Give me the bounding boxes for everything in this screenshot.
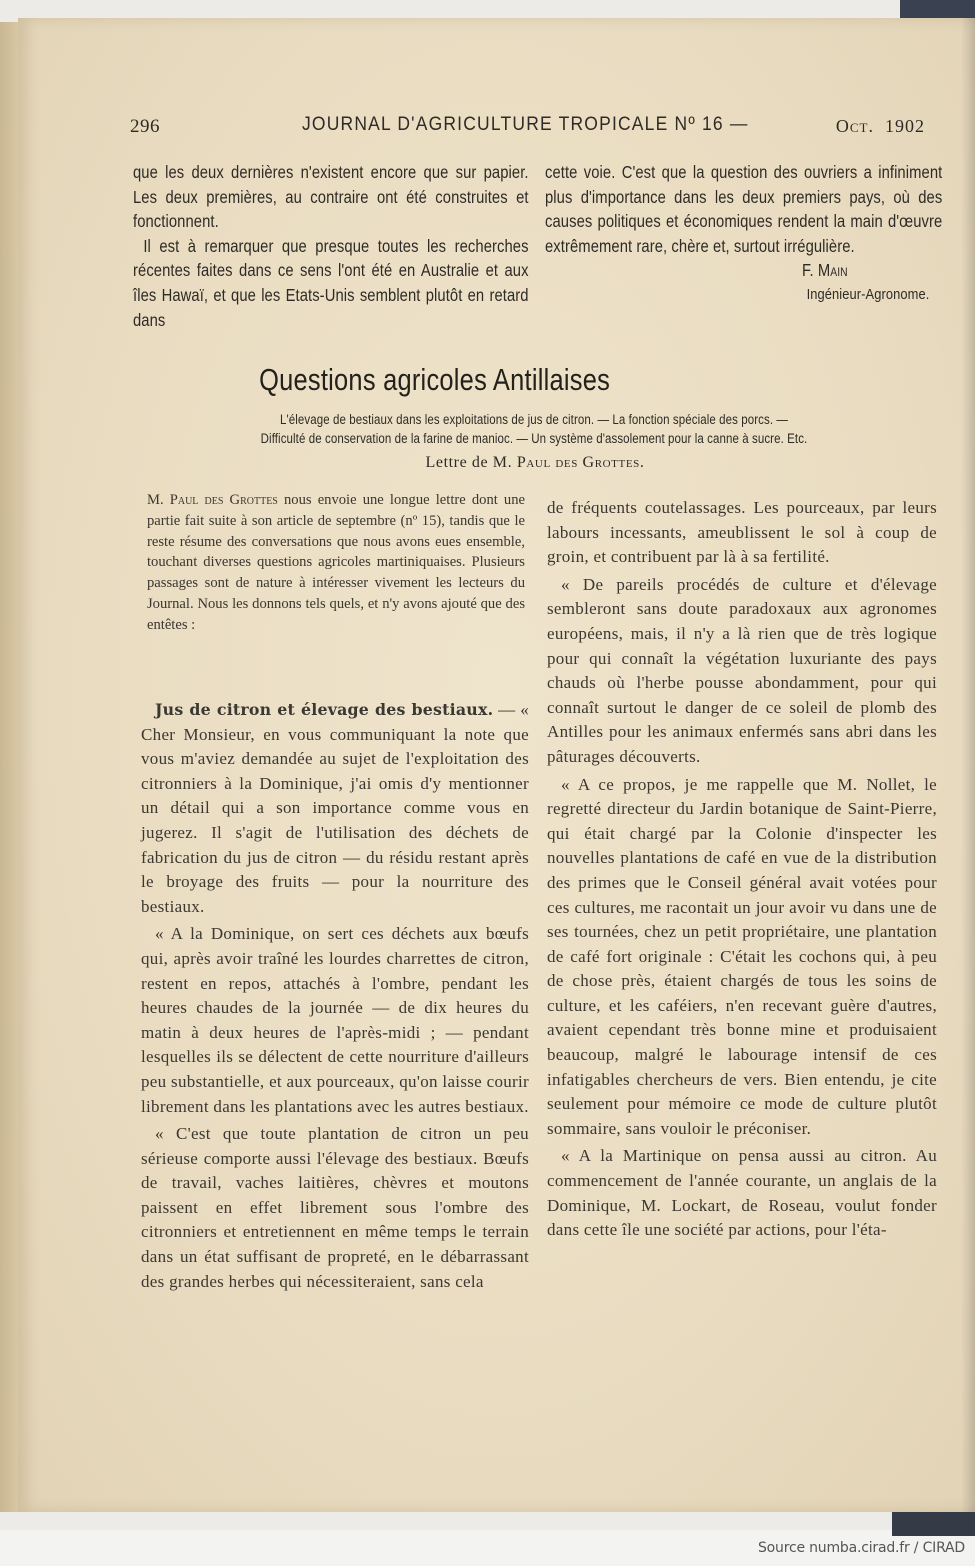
issue-number: Nº 16 (674, 114, 724, 135)
intro-author-name: M. Paul des Grottes (147, 492, 278, 508)
source-credit: Source numba.cirad.fr / CIRAD (757, 1540, 965, 1556)
summary-line: L'élevage de bestiaux dans les exploitations de jus de citron. — La fonction spéciale des porcs. — (279, 412, 789, 427)
previous-article-left-column (133, 160, 529, 332)
paragraph: « De pareils procédés de culture et d'élevage sembleront sans doute paradoxaux aux agronomes européens, mais, il n'y a là rien que de très logique pour qui connaît la végétation luxuriante des pays chauds où l'herbe pousse abondamment, pour qui connaît surtout le danger de ce soleil de plomb des Antilles pour les animaux enfermés sans abri dans les pâturages découverts. (547, 574, 937, 766)
paragraph: « A la Martinique on pensa aussi au citron. Au commencement de l'année courante, un anglais de la Dominique, M. Lockart, de Roseau, voulut fonder dans cette île une société par actions, pour l'éta- (547, 1146, 937, 1240)
letter-attribution (130, 454, 940, 472)
running-head (130, 112, 925, 142)
paragraph: « C'est que toute plantation de citron un peu sérieuse comporte aussi l'élevage des bestiaux. Bœufs de travail, vaches laitières, chèvres et moutons paissent en effet librement sous l'ombre des citronniers et entretiennent en même temps le terrain dans un état suffisant de propreté, en le débarrassant des grandes herbes qui nécessiteraient, sans cela (141, 1124, 529, 1291)
page-number: 296 (130, 116, 160, 137)
paragraph: « A ce propos, je me rappelle que M. Nollet, le regretté directeur du Jardin botanique de Saint-Pierre, qui était chargé par la Colonie d'inspecter les nouvelles plantations de café en vue de la distribution des primes que le Conseil général avait votées pour ces cultures, me racontait un jour avoir vu dans une de ses tournées, chez un petit propriétaire, une plantation de café fort originale : C'était les cochons qui, à peu de chose près, étaient chargés de tous les soins de culture, et les caféiers, n'en recevant guère d'autres, avaient cependant très bonne mine et produisaient beaucoup, malgré le labourage intensif de ces infatigables chercheurs de vers. Bien entendu, je cite seulement pour mémoire ce mode de culture plutôt sommaire, sans vouloir le préconiser. (547, 774, 937, 1138)
paragraph: de fréquents coutelassages. Les pourceaux, par leurs labours incessants, ameublissent le sol à coup de groin, et contribuent par là à sa fertilité. (547, 498, 937, 567)
journal-name: JOURNAL D'AGRICULTURE TROPICALE (302, 114, 669, 135)
issue-month: Oct. (835, 116, 874, 136)
journal-title: JOURNAL D'AGRICULTURE TROPICALE Nº 16 — (302, 114, 749, 135)
article-right-column (547, 496, 937, 1243)
paragraph: cette voie. C'est que la question des ouvriers a infiniment plus d'importance dans les deux premiers pays, où des causes politiques et économiques rendent la main d'œuvre extrêmement rare, chère et, surtout irrégulière. (545, 162, 943, 256)
editorial-introduction (147, 490, 525, 636)
article-left-column (141, 695, 529, 1294)
paragraph: que les deux dernières n'existent encore que sur papier. Les deux premières, au contraire ont été construites et fonctionnent. (133, 162, 529, 232)
book-cover-edge-bottom (892, 1510, 975, 1536)
attribution-name: Paul des Grottes (516, 454, 640, 471)
author-signature: F. Main (801, 260, 848, 281)
attribution-suffix: . (639, 454, 645, 471)
page-gutter-shadow (961, 18, 975, 1512)
issue-date (836, 116, 925, 137)
previous-article-right-column (545, 160, 942, 308)
issue-year: 1902 (885, 116, 925, 136)
attribution-prefix: Lettre de M. (425, 454, 513, 471)
intro-text: nous envoie une longue lettre dont une partie fait suite à son article de septembre (nº 15), tandis que le reste résume des conversations que nous avons eues ensemble, touchant diverses questions agricoles martiniquaises. Plusieurs passages sont de nature à intéresser vivement les lecteurs du Journal. Nous les donnons tels quels, et n'y avons ajouté que des entêtes : (147, 492, 525, 633)
summary-line: Difficulté de conservation de la farine de manioc. — Un système d'assolement pour la canne à sucre. Etc. (260, 431, 808, 446)
paragraph: Il est à remarquer que presque toutes les recherches récentes faites dans ce sens l'ont été en Australie et aux îles Hawaï, et que les Etats-Unis semblent plutôt en retard dans (133, 235, 529, 330)
article-summary (130, 410, 938, 448)
paragraph: — « Cher Monsieur, en vous communiquant la note que vous m'aviez demandée au sujet de l'exploitation des citronniers à la Dominique, j'ai omis d'y mentionner un détail qui a son importance comme vous en jugerez. Il s'agit de l'utilisation des déchets de fabrication du jus de citron — du résidu restant après le broyage des fruits — pour la nourriture des bestiaux. (141, 700, 529, 916)
author-title: Ingénieur-Agronome. (806, 285, 930, 303)
section-heading: Jus de citron et élevage des bestiaux. (155, 700, 494, 719)
article-title: Questions agricoles Antillaises (259, 362, 611, 397)
paragraph: « A la Dominique, on sert ces déchets aux bœufs qui, après avoir traîné les lourdes charrettes de citron, restent en repos, attachés à l'ombre, pendant les heures chaudes de la journée — de dix heures du matin à deux heures de l'après-midi ; — pendant lesquelles ils se délectent de cette nourriture d'ailleurs peu substantielle, et aux pourceaux, qu'on laisse courir librement dans les plantations avec les autres bestiaux. (141, 924, 529, 1116)
